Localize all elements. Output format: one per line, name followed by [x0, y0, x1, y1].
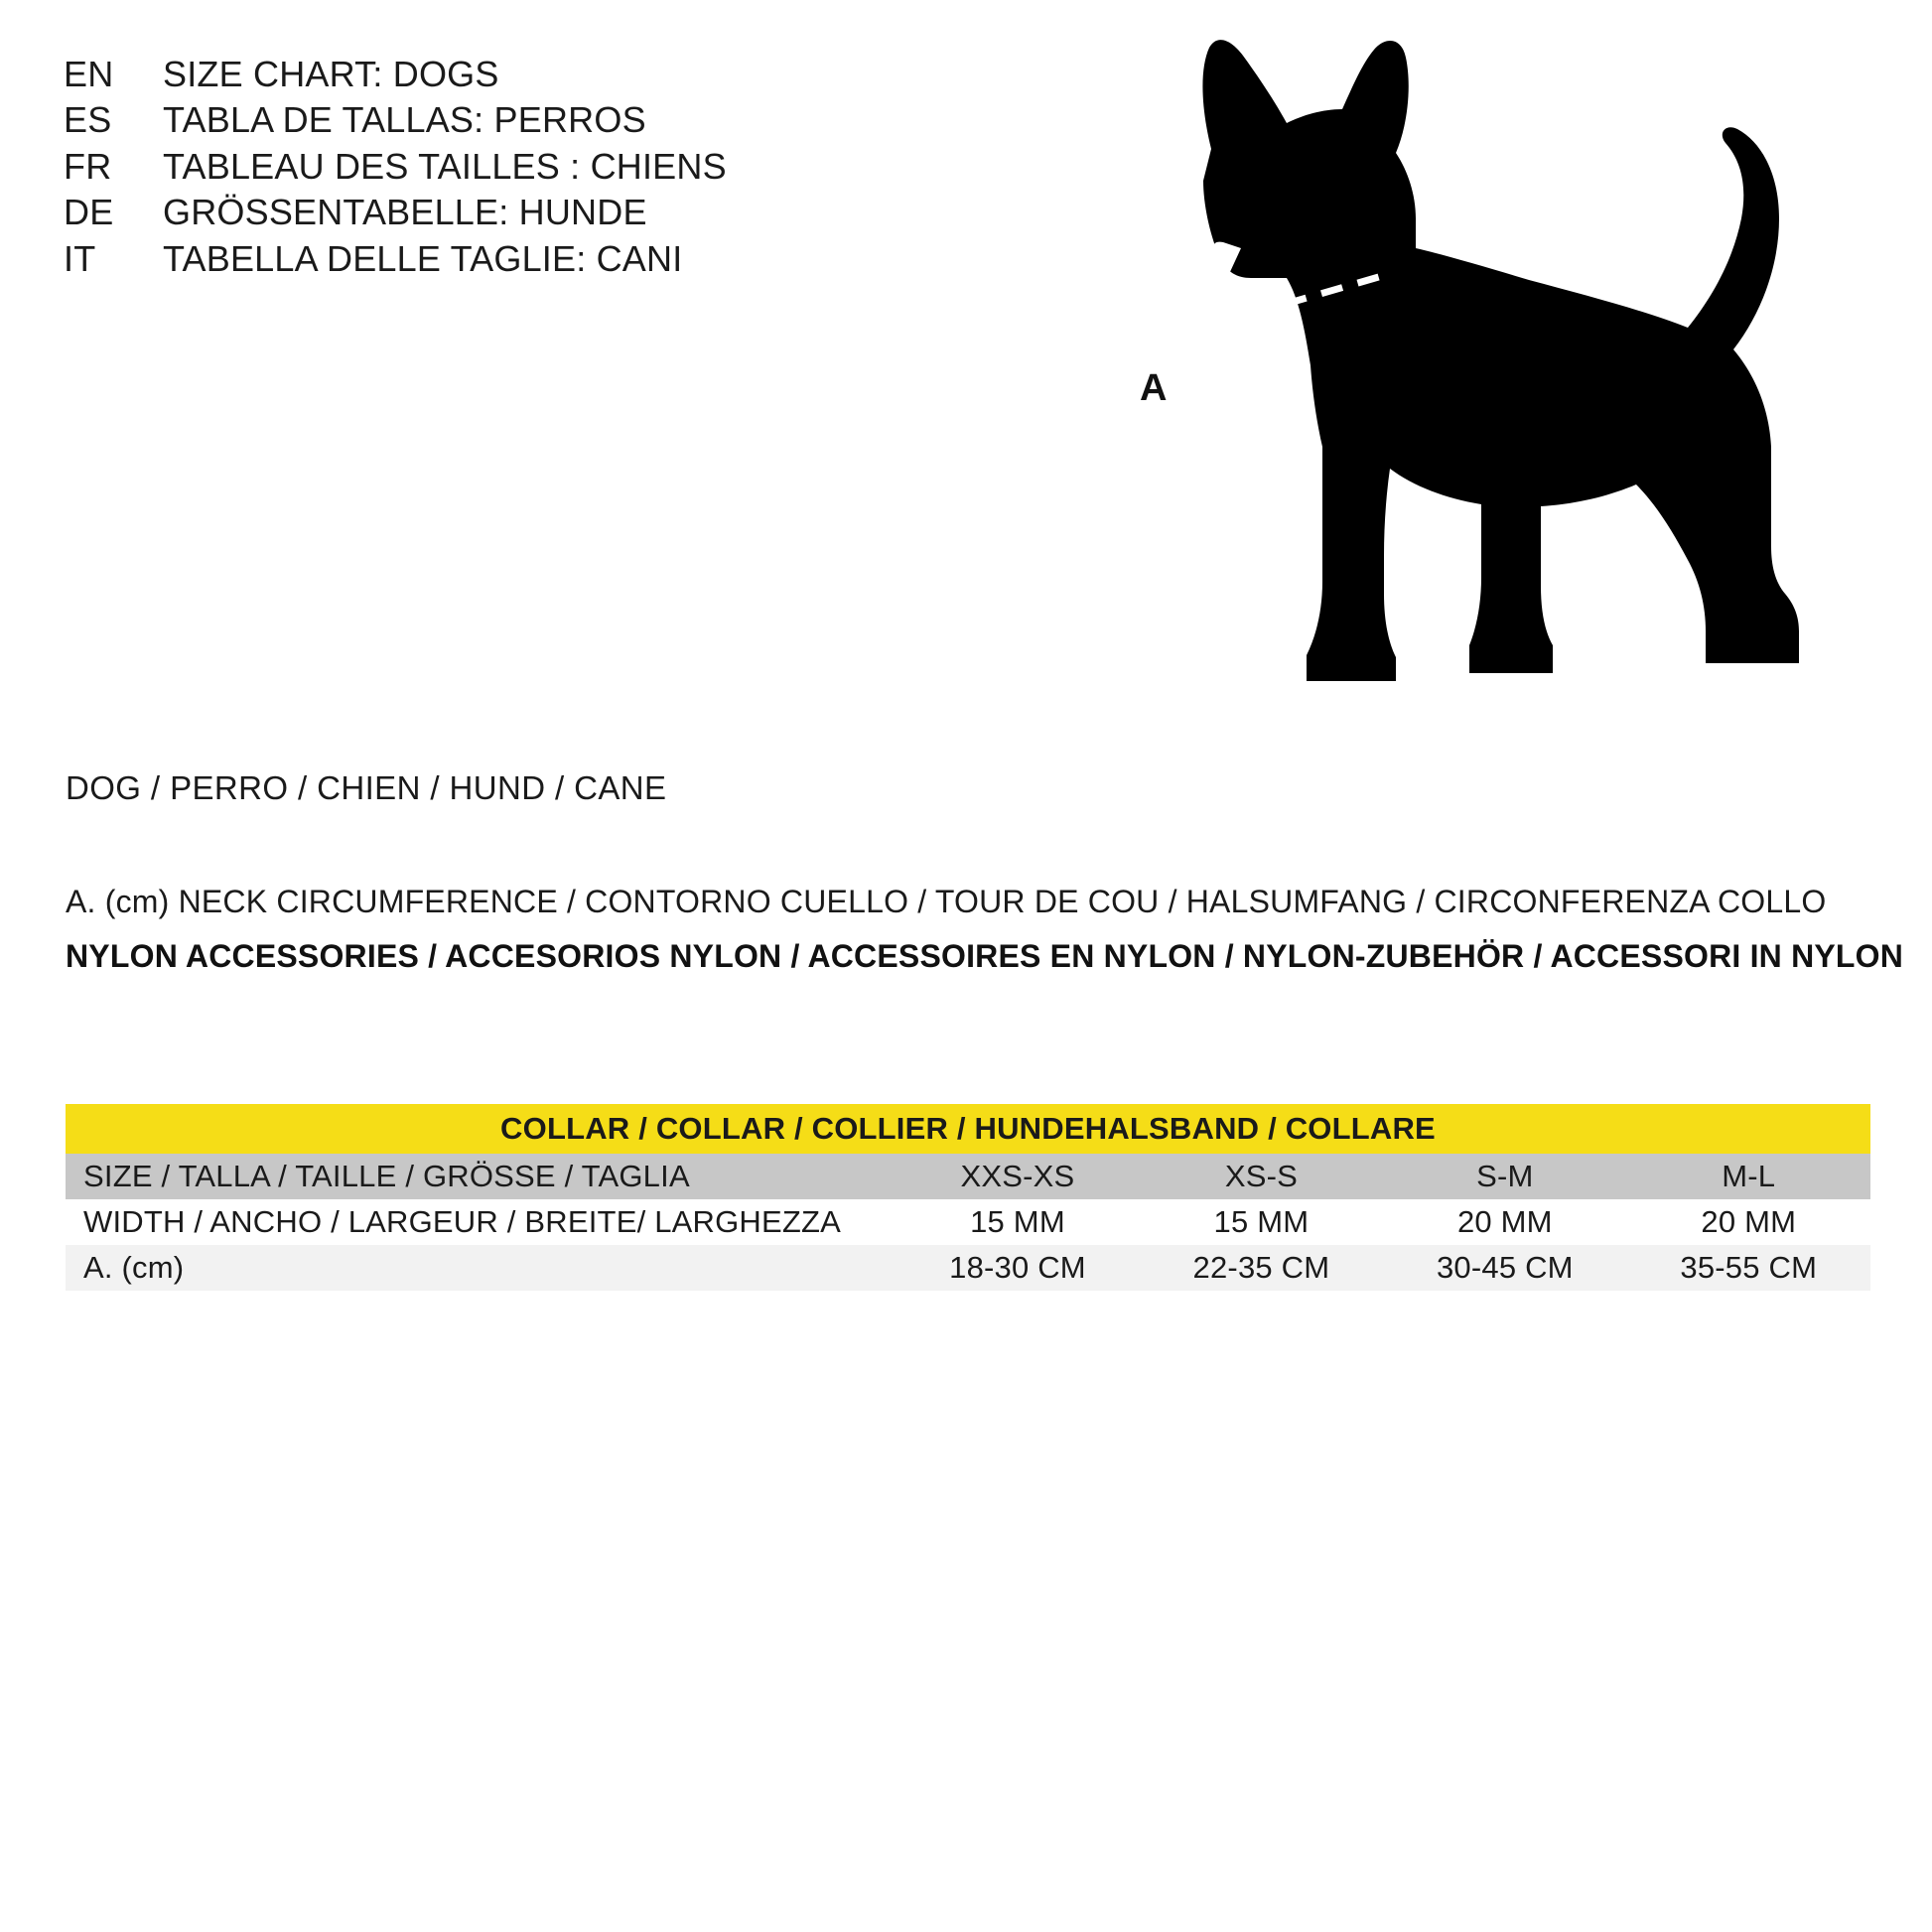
language-title: SIZE CHART: DOGS: [163, 54, 499, 94]
language-code: FR: [64, 145, 112, 187]
table-row: [66, 1199, 1870, 1245]
material-caption: NYLON ACCESSORIES / ACCESORIOS NYLON / ACCESSOIRES EN NYLON / NYLON-ZUBEHÖR / ACCESSORI IN NYLON: [66, 938, 1904, 974]
language-row: [64, 236, 878, 282]
cell-value: 18-30 CM: [896, 1245, 1139, 1291]
cell-value: 20 MM: [1383, 1199, 1626, 1245]
table-title-row: [66, 1104, 1870, 1154]
language-title: TABELLA DELLE TAGLIE: CANI: [163, 237, 683, 279]
cell-value: 30-45 CM: [1383, 1245, 1626, 1291]
language-code: EN: [64, 54, 114, 94]
language-code: DE: [64, 192, 114, 233]
language-title: TABLEAU DES TAILLES : CHIENS: [163, 145, 727, 187]
table-row: [66, 1245, 1870, 1291]
language-title-list: [64, 52, 878, 282]
language-row: [64, 97, 878, 143]
measure-label-a: A: [1140, 367, 1168, 409]
language-row: [64, 52, 878, 97]
measurement-caption: A. (cm) NECK CIRCUMFERENCE / CONTORNO CUELLO / TOUR DE COU / HALSUMFANG / CIRCONFERENZA COLLO: [66, 884, 1827, 919]
row-label: WIDTH / ANCHO / LARGEUR / BREITE/ LARGHEZZA: [66, 1199, 896, 1245]
row-label: SIZE / TALLA / TAILLE / GRÖSSE / TAGLIA: [66, 1154, 896, 1199]
size-chart-table: [66, 1104, 1870, 1291]
animal-caption: DOG / PERRO / CHIEN / HUND / CANE: [66, 769, 667, 806]
cell-value: XXS-XS: [896, 1154, 1139, 1199]
language-row: [64, 144, 878, 190]
cell-value: 22-35 CM: [1140, 1245, 1383, 1291]
table-row: [66, 1154, 1870, 1199]
language-title: TABLA DE TALLAS: PERROS: [163, 99, 646, 141]
row-label: A. (cm): [66, 1245, 896, 1291]
language-code: IT: [64, 237, 96, 279]
cell-value: M-L: [1627, 1154, 1870, 1199]
dog-illustration: [1072, 20, 1857, 695]
cell-value: XS-S: [1140, 1154, 1383, 1199]
dog-silhouette-icon: [1072, 20, 1857, 695]
cell-value: S-M: [1383, 1154, 1626, 1199]
language-code: ES: [64, 99, 112, 141]
table-title: COLLAR / COLLAR / COLLIER / HUNDEHALSBAND / COLLARE: [66, 1104, 1870, 1154]
cell-value: 15 MM: [1140, 1199, 1383, 1245]
cell-value: 20 MM: [1627, 1199, 1870, 1245]
cell-value: 35-55 CM: [1627, 1245, 1870, 1291]
cell-value: 15 MM: [896, 1199, 1139, 1245]
language-title: GRÖSSENTABELLE: HUNDE: [163, 192, 647, 233]
language-row: [64, 190, 878, 235]
